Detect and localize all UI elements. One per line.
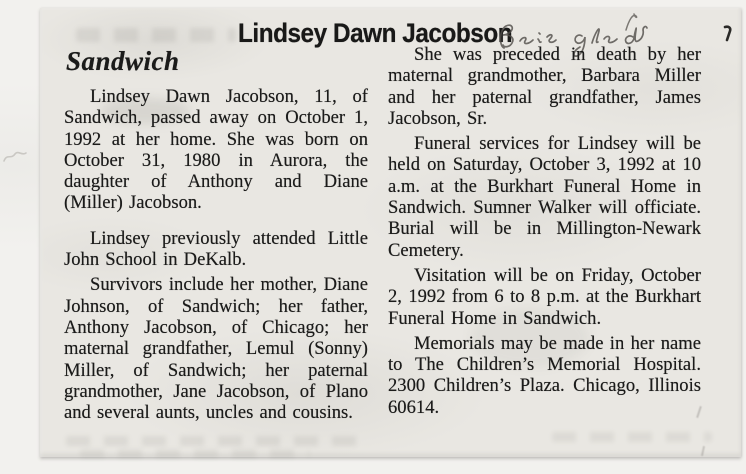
obituary-paragraph: Memorials may be made in her name to The Children’s Memorial Hospital. 2300 Children’s Plaza. Chicago, Illinois 60614. <box>388 332 701 418</box>
right-column <box>388 44 701 422</box>
margin-scribble-mark <box>2 148 28 168</box>
obituary-paragraph: Visitation will be on Friday, October 2, 1992 from 6 to 8 p.m. at the Burkhart Funeral Home in Sandwich. <box>388 264 701 329</box>
ink-mark <box>722 24 736 44</box>
left-column <box>64 86 368 427</box>
pencil-tick-mark <box>701 446 705 456</box>
stray-pen-mark <box>623 8 649 34</box>
bleedthrough-artifact <box>66 436 366 446</box>
bleedthrough-artifact <box>76 28 236 42</box>
obituary-paragraph: Lindsey previously attended Little John School in DeKalb. <box>64 227 368 271</box>
bleedthrough-artifact <box>80 449 310 458</box>
bleedthrough-artifact <box>552 432 712 442</box>
obituary-paragraph: She was preceded in death by her maternal grandmother, Barbara Miller and her paternal grandfather, James Jacobson, Sr. <box>388 44 701 129</box>
headline: Lindsey Dawn Jacobson <box>238 18 513 48</box>
dateline: Sandwich <box>66 46 180 76</box>
newspaper-clipping <box>40 8 741 457</box>
obituary-paragraph: Survivors include her mother, Diane Johnson, of Sandwich; her father, Anthony Jacobson, of Chicago; her maternal grandfather, Lemul (Sonny) Miller, of Sandwich; her paternal grandmother, Jane Jacobson, of Plano and several aunts, uncles and cousins. <box>64 274 368 424</box>
obituary-paragraph: Lindsey Dawn Jacobson, 11, of Sandwich, passed away on October 1, 1992 at her home. She was born on October 31, 1980 in Aurora, the daughter of Anthony and Diane (Miller) Jacobson. <box>64 86 368 214</box>
obituary-paragraph: Funeral services for Lindsey will be held on Saturday, October 3, 1992 at 10 a.m. at the Burkhart Funeral Home in Sandwich. Sumner Walker will officiate. Burial will be in Millington-Newark Cemetery. <box>388 133 701 261</box>
